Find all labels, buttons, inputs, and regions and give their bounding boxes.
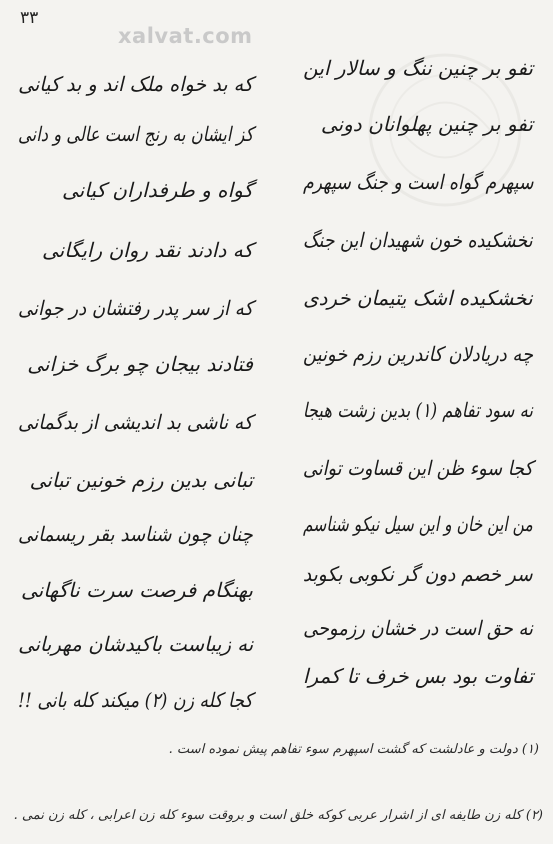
verse-right-4: نخشکیده خون شهیدان این جنگ [303, 228, 533, 252]
verse-left-3: گواه و طرفداران کیانی [62, 178, 253, 202]
verse-left-10: بهنگام فرصت سرت ناگهانی [21, 578, 253, 602]
verse-left-7: که ناشی بد اندیشی از بدگمانی [18, 410, 253, 434]
verse-right-9: من این خان و این سیل نیکو شناسم [303, 512, 533, 536]
watermark: xalvat.com [118, 24, 253, 48]
verse-left-2: کز ایشان به رنج است عالی و دانی [17, 122, 253, 146]
verse-right-12: تفاوت بود بس خرف تا کمرا [302, 664, 533, 688]
verse-left-8: تبانی بدین رزم خونین تبانی [29, 468, 253, 492]
footnote-2: (۲) کله زن طایفه ای از اشرار عربی کوکه خلق است و بروقت سوء کله زن اعرابی ، کله زن نمی . [13, 808, 543, 823]
verse-right-7: نه سود تفاهم (۱) بدین زشت هیجا [302, 398, 533, 422]
verse-right-3: سپهرم گواه است و جنگ سپهرم [302, 170, 533, 194]
verse-right-6: چه دریادلان کاندرین رزم خونین [302, 342, 533, 366]
verse-left-9: چنان چون شناسد بقر ریسمانی [18, 522, 253, 546]
verse-right-8: کجا سوء ظن این قساوت توانی [302, 456, 533, 480]
verse-right-1: تفو بر چنین ننگ و سالار این [303, 56, 533, 80]
verse-left-6: فتادند بیجان چو برگ خزانی [27, 352, 253, 376]
verse-right-5: نخشکیده اشک یتیمان خردی [303, 286, 533, 310]
verse-left-11: نه زیباست باکیدشان مهربانی [17, 632, 253, 656]
verse-left-4: که دادند نقد روان رایگانی [41, 238, 253, 262]
footnote-1: (۱) دولت و عادلشت که گشت اسپهرم سوء تفاهم پیش نموده است . [168, 742, 539, 757]
verse-left-5: که از سر پدر رفتشان در جوانی [17, 296, 253, 320]
verse-right-10: سر خصم دون گر نکوبی بکوبد [303, 562, 533, 586]
verse-left-1: که بد خواه ملک اند و بد کیانی [18, 72, 253, 96]
verse-left-12: کجا کله زن (۲) میکند کله بانی !! [18, 688, 253, 712]
page-number: ۳۳ [20, 8, 39, 28]
verse-right-2: تفو بر چنین پهلوانان دونی [320, 112, 533, 136]
verse-right-11: نه حق است در خشان رزموحی [303, 616, 533, 640]
